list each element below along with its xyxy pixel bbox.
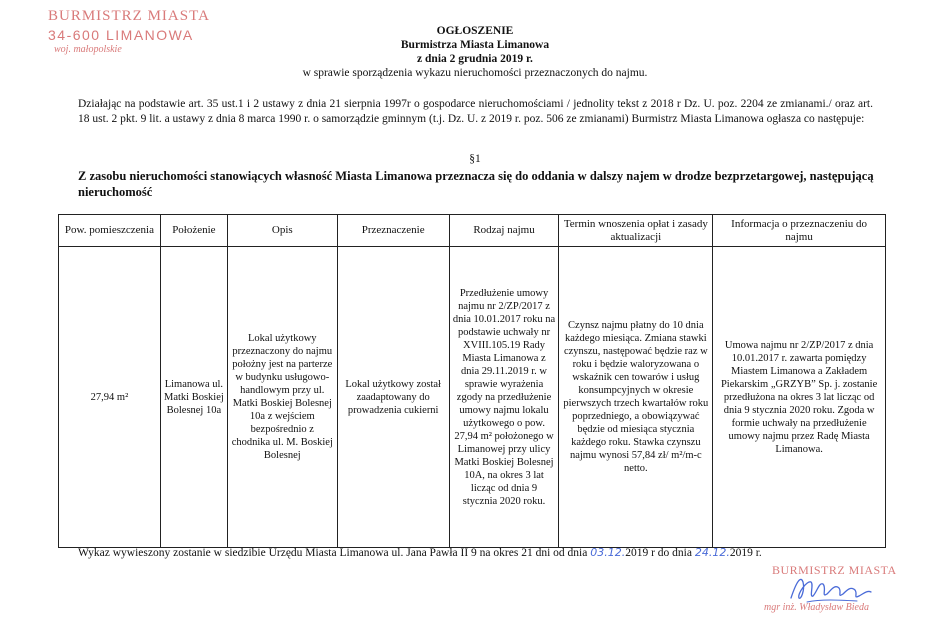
- header-info: Informacja o przeznaczeniu do najmu: [713, 215, 886, 247]
- stamp-line-title: BURMISTRZ MIASTA: [48, 8, 210, 24]
- stamp-line-city: 34-600 LIMANOWA: [48, 27, 194, 43]
- document-header: [0, 24, 950, 80]
- stamp-line-region: woj. małopolskie: [54, 44, 122, 55]
- property-table: [58, 214, 886, 548]
- issue-date: z dnia 2 grudnia 2019 r.: [417, 53, 533, 65]
- notice-text-middle: 2019 r do dnia: [625, 547, 692, 559]
- notice-text-end: 2019 r.: [729, 547, 762, 559]
- stamp-bottom-name: mgr inż. Władysław Bieda: [764, 602, 869, 613]
- cell-lease-type: Przedłużenie umowy najmu nr 2/ZP/2017 z dnia 10.01.2017 roku na podstawie uchwały nr XVIII.105.19 Rady Miasta Limanowa z dnia 29.11.2019 r. w sprawie wyrażenia zgody na przedłużenie umowy najmu lokalu użytkowego o pow. 27,94 m² położonego w Limanowej przy ulicy Matki Boskiej Bolesnej 10A, na okres 3 lat licząc od dnia 9 stycznia 2020 roku.: [449, 247, 559, 548]
- subject: w sprawie sporządzenia wykazu nieruchomości przeznaczonych do najmu.: [302, 67, 648, 79]
- cell-description: Lokal użytkowy przeznaczony do najmu położny jest na parterze w budynku usługowo- handlowym przy ul. Matki Boskiej Bolesnej 10a z wejściem bezpośrednio z chodnika ul. M. Boskiej Bolesnej: [227, 247, 337, 548]
- issuer: Burmistrza Miasta Limanowa: [400, 39, 550, 51]
- cell-payment: Czynsz najmu płatny do 10 dnia każdego miesiąca. Zmiana stawki czynszu, następować będzie raz w roku i będzie waloryzowana o wskaźnik cen towarów i usług konsumpcyjnych w okresie pierwszych trzech kwartałów roku poprzedniego, a obowiązywać będzie od miesiąca stycznia każdego roku. Stawka czynszu najmu wynosi 57,84 zł/ m²/m-c netto.: [559, 247, 713, 548]
- cell-location: Limanowa ul. Matki Boskiej Bolesnej 10a: [160, 247, 227, 548]
- header-purpose: Przeznaczenie: [337, 215, 449, 247]
- document-title: OGŁOSZENIE: [436, 25, 514, 37]
- stamp-bottom-title: BURMISTRZ MIASTA: [772, 563, 897, 577]
- handwritten-date-from: 03.12.: [590, 546, 626, 559]
- posting-notice: [78, 546, 762, 559]
- cell-info: Umowa najmu nr 2/ZP/2017 z dnia 10.01.2017 r. zawarta pomiędzy Miastem Limanowa a Zakładem Piekarskim „GRZYB” Sp. j. zostanie przedłużona na okres 3 lat licząc od dnia 9 stycznia 2020 roku. Zgoda w formie uchwały na przedłużenie umowy najmu przez Radę Miasta Limanowa.: [713, 247, 886, 548]
- header-description: Opis: [227, 215, 337, 247]
- signature-icon: [787, 572, 875, 606]
- section-title: Z zasobu nieruchomości stanowiących własność Miasta Limanowa przeznacza się do oddania w dalszy najem w drodze bezprzetargowej, następującą nieruchomość: [78, 169, 874, 199]
- table-header-row: [59, 215, 886, 247]
- notice-text-start: Wykaz wywieszony zostanie w siedzibie Urzędu Miasta Limanowa ul. Jana Pawła II 9 na okres 21 dni od dnia: [78, 547, 588, 559]
- table-row: [59, 247, 886, 548]
- header-area: Pow. pomieszczenia: [59, 215, 161, 247]
- handwritten-date-to: 24.12.: [694, 546, 730, 559]
- paragraph-number: §1: [469, 153, 481, 165]
- cell-area: 27,94 m²: [59, 247, 161, 548]
- intro-paragraph: Działając na podstawie art. 35 ust.1 i 2 ustawy z dnia 21 sierpnia 1997r o gospodarce nieruchomościami / jednolity tekst z 2018 r Dz. U. poz. 2204 ze zmianami./ oraz art. 18 ust. 2 pkt. 9 lit. a ustawy z dnia 8 marca 1990 r. o samorządzie gminnym (t.j. Dz. U. z 2019 r. poz. 506 ze zmianami) Burmistrz Miasta Limanowa ogłasza co następuje:: [78, 98, 873, 125]
- cell-purpose: Lokal użytkowy został zaadaptowany do prowadzenia cukierni: [337, 247, 449, 548]
- header-lease-type: Rodzaj najmu: [449, 215, 559, 247]
- header-location: Położenie: [160, 215, 227, 247]
- header-payment: Termin wnoszenia opłat i zasady aktualizacji: [559, 215, 713, 247]
